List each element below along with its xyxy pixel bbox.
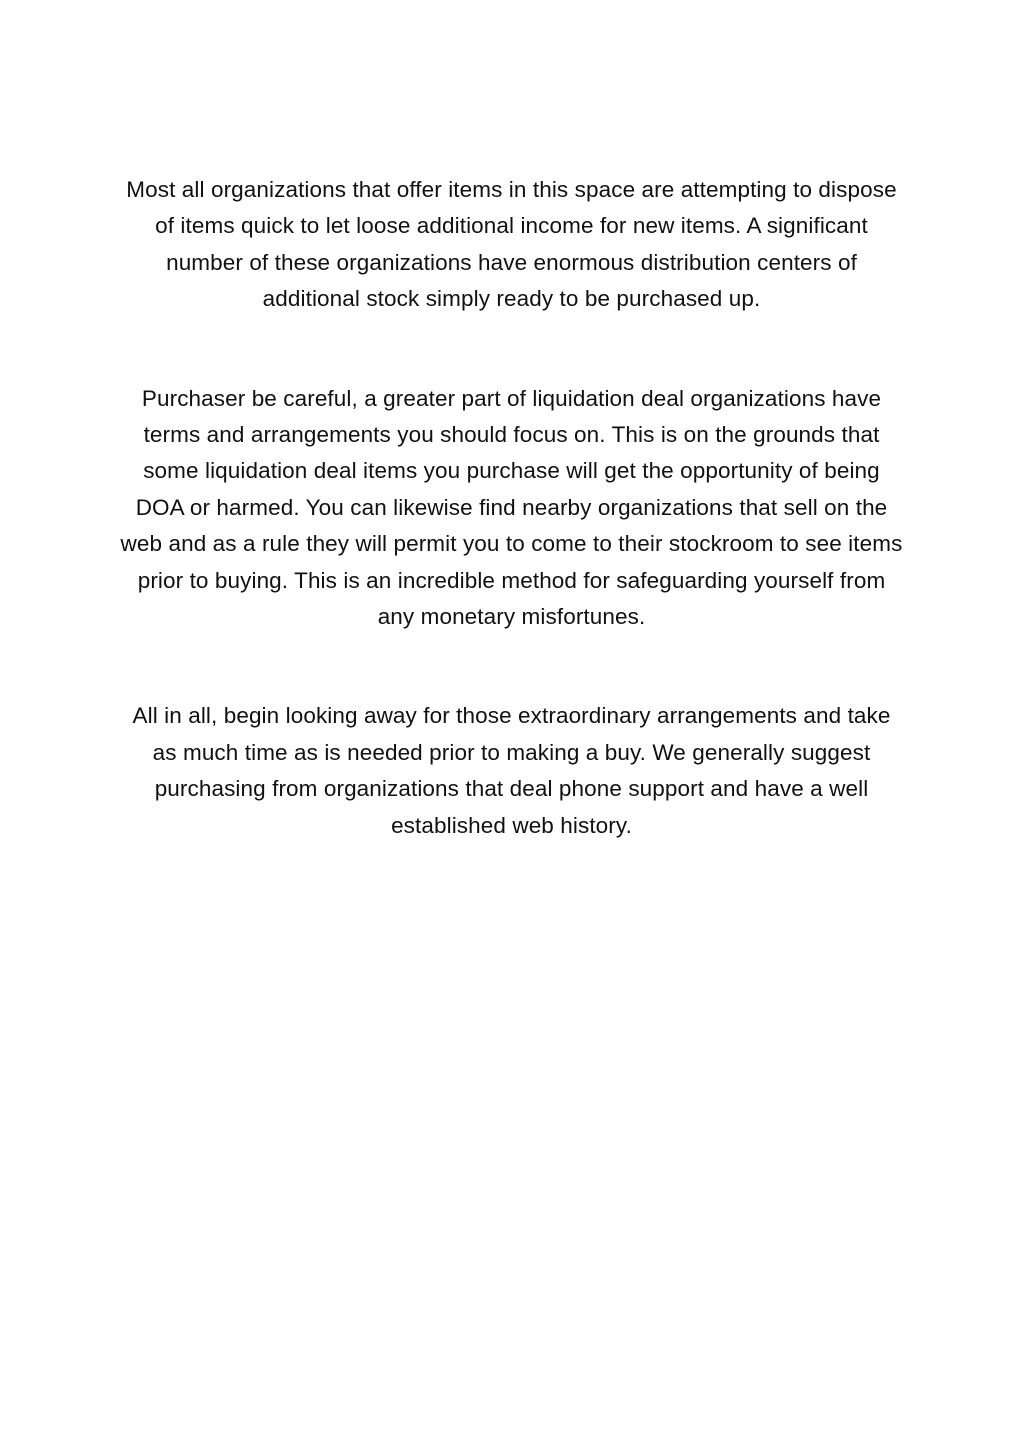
paragraph-3: All in all, begin looking away for those extraordinary arrangements and take as much time as is needed prior to making a buy. We generally suggest purchasing from organizations that deal phone support and have a well established web history. [132, 703, 891, 838]
document-body [118, 172, 905, 844]
paragraph-2: Purchaser be careful, a greater part of liquidation deal organizations have terms and arrangements you should focus on. This is on the grounds that some liquidation deal items you purchase will get the opportunity of being DOA or harmed. You can likewise find nearby organizations that sell on the web and as a rule they will permit you to come to their stockroom to see items prior to buying. This is an incredible method for safeguarding yourself from any monetary misfortunes. [120, 385, 903, 630]
paragraph-1: Most all organizations that offer items in this space are attempting to dispose of items quick to let loose additional income for new items. A significant number of these organizations have enormous distribution centers of additional stock simply ready to be purchased up. [126, 177, 897, 312]
